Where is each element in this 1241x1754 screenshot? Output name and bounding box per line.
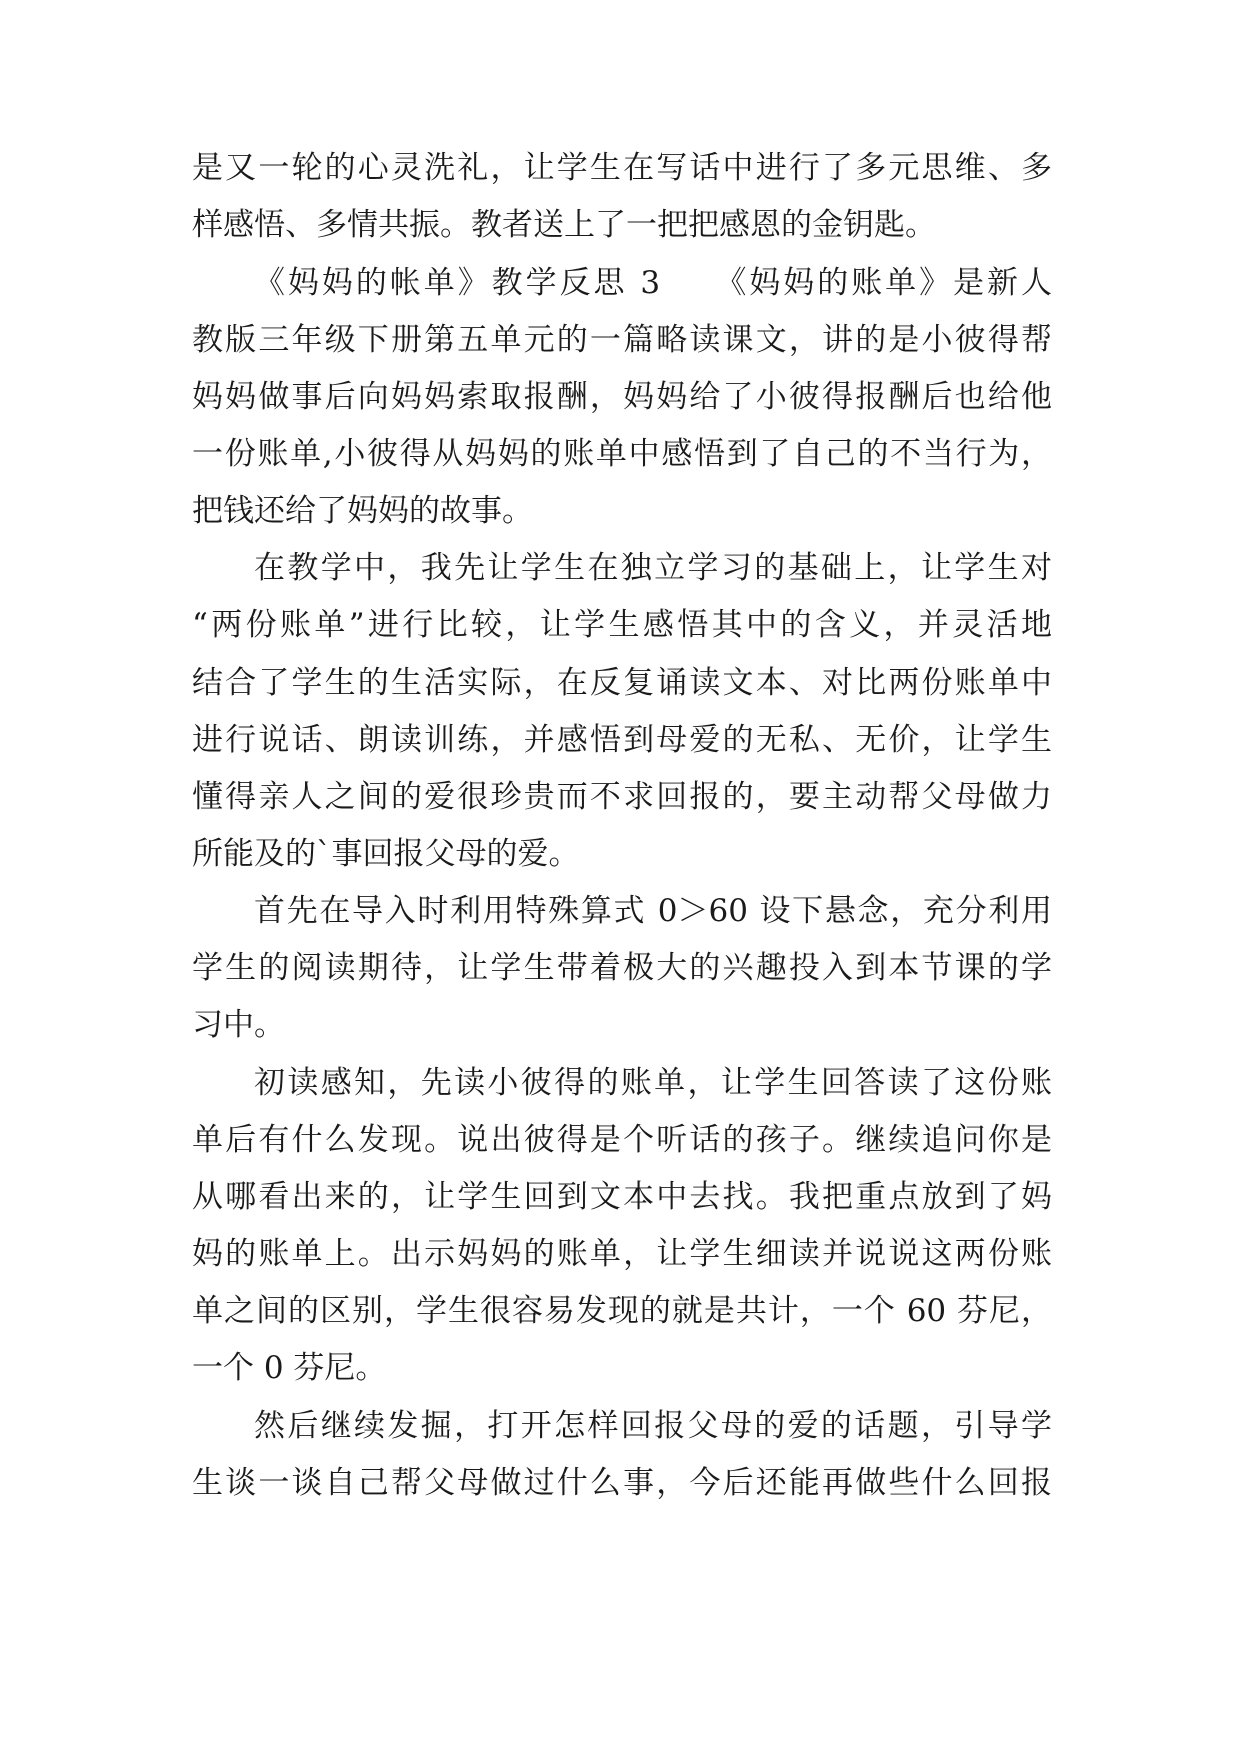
text-line: 学生的阅读期待，让学生带着极大的兴趣投入到本节课的学 <box>192 950 1052 986</box>
text-line: 懂得亲人之间的爱很珍贵而不求回报的，要主动帮父母做力 <box>192 779 1052 815</box>
text-line: 结合了学生的生活实际，在反复诵读文本、对比两份账单中 <box>192 665 1052 701</box>
text-line: “两份账单”进行比较，让学生感悟其中的含义，并灵活地 <box>192 607 1052 643</box>
text-line: 生谈一谈自己帮父母做过什么事，今后还能再做些什么回报 <box>192 1465 1052 1501</box>
text-line: 一个 0 芬尼。 <box>192 1350 387 1386</box>
text-line: 所能及的`事回报父母的爱。 <box>192 836 580 872</box>
text-line: 初读感知，先读小彼得的账单，让学生回答读了这份账 <box>254 1065 1052 1101</box>
text-line: 把钱还给了妈妈的故事。 <box>192 493 533 529</box>
text-line: 从哪看出来的，让学生回到文本中去找。我把重点放到了妈 <box>192 1179 1052 1215</box>
text-line: 在教学中，我先让学生在独立学习的基础上，让学生对 <box>254 550 1052 586</box>
text-line: 教版三年级下册第五单元的一篇略读课文，讲的是小彼得帮 <box>192 322 1052 358</box>
text-line: 样感悟、多情共振。教者送上了一把把感恩的金钥匙。 <box>192 207 936 243</box>
text-line: 进行说话、朗读训练，并感悟到母爱的无私、无价，让学生 <box>192 722 1052 758</box>
text-line: 首先在导入时利用特殊算式 0＞60 设下悬念，充分利用 <box>254 893 1052 929</box>
text-line: 然后继续发掘，打开怎样回报父母的爱的话题，引导学 <box>254 1408 1052 1444</box>
text-line: 习中。 <box>192 1007 285 1043</box>
text-line: 单后有什么发现。说出彼得是个听话的孩子。继续追问你是 <box>192 1122 1052 1158</box>
text-line: 一份账单,小彼得从妈妈的账单中感悟到了自己的不当行为， <box>192 436 1052 472</box>
text-line: 妈妈做事后向妈妈索取报酬，妈妈给了小彼得报酬后也给他 <box>192 379 1052 415</box>
text-line: 是又一轮的心灵洗礼，让学生在写话中进行了多元思维、多 <box>192 150 1052 186</box>
text-line: 单之间的区别，学生很容易发现的就是共计，一个 60 芬尼， <box>192 1293 1052 1329</box>
text-line: 妈的账单上。出示妈妈的账单，让学生细读并说说这两份账 <box>192 1236 1052 1272</box>
text-line: 《妈妈的帐单》教学反思 3 《妈妈的账单》是新人 <box>254 265 1052 301</box>
